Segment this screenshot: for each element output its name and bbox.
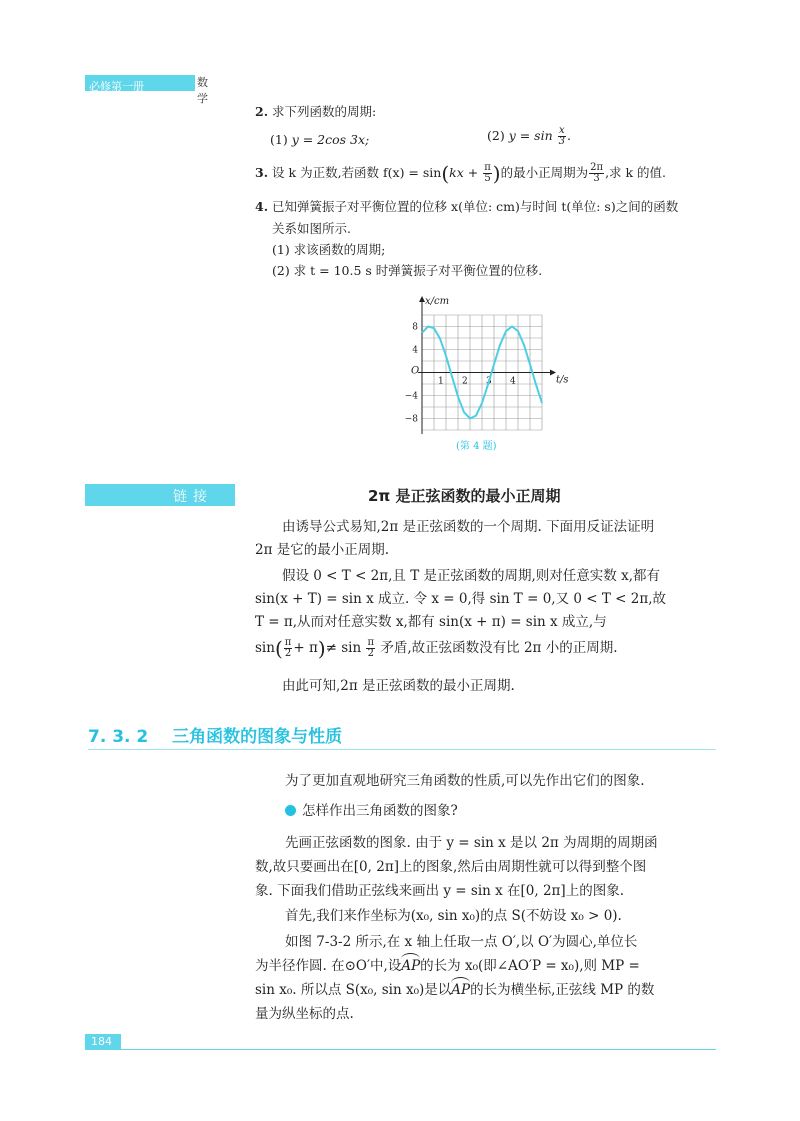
exercise-2-1 [270,131,369,149]
exercise-text: 关系如图所示. [272,221,351,236]
bullet-icon [285,805,296,816]
section-paragraph: 先画正弦函数的图象. 由于 y = sin x 是以 2π 为周期的周期函 [285,835,658,851]
exercise-text: 的最小正周期为 [500,165,589,180]
exercise-text: 设 k 为正数,若函数 f(x) = sin [272,165,442,180]
section-paragraph: 为了更加直观地研究三角函数的性质,可以先作出它们的图象. [285,773,645,789]
math-expression: y = 2cos 3x; [291,132,370,147]
denominator: 3 [558,136,566,147]
math-expression: kx + [449,165,479,180]
paragraph-text: sin x₀. 所以点 S(x₀, sin x₀)是以 [255,982,452,998]
section-paragraph: 数,故只要画出在[0, 2π]上的图象,然后由周期性就可以得到整个图 [255,859,647,875]
subject-label: 数学 [197,76,208,105]
exercise-number: 4. [255,199,269,214]
period: . [567,128,571,143]
section-number: 7. 3. 2 [88,727,149,747]
exercise-subitem: (2) 求 t = 10.5 s 时弹簧振子对平衡位置的位移. [272,263,543,278]
link-label: 链接 [173,489,213,505]
section-heading [88,722,342,747]
link-paragraph: 由此可知,2π 是正弦函数的最小正周期. [282,678,515,694]
exercise-number: 3. [255,165,269,180]
numerator: 2π [590,162,604,173]
exercise-text: 求下列函数的周期: [272,104,377,119]
footer-line [121,1049,716,1050]
page-number-box [85,1034,121,1050]
fraction [366,638,375,659]
x-tick-label: 4 [510,376,516,387]
link-paragraph: 由诱导公式易知,2π 是正弦函数的一个周期. 下面用反证法证明 [282,519,655,535]
link-paragraph: 假设 0 < T < 2π,且 T 是正弦函数的周期,则对任意实数 x,都有 [282,568,660,584]
numerator: x [559,125,565,136]
chart-y-axis-label: x/cm [425,296,450,307]
math-text: ≠ sin [325,640,362,656]
item-label: (1) [270,132,288,147]
fraction [284,638,293,659]
math-text: 矛盾,故正弦函数没有比 2π 小的正周期. [380,640,618,656]
denominator: 5 [484,173,491,184]
paragraph-text: 为半径作圆. 在⊙O′中,设 [255,958,402,974]
math-text: + π [293,640,318,656]
arc-ap: AP [401,958,421,974]
y-tick-label: −4 [404,391,418,402]
section-paragraph: 首先,我们来作坐标为(x₀, sin x₀)的点 S(不妨设 x₀ > 0). [285,908,622,924]
book-title: 必修第一册 [89,80,144,93]
paragraph-text: 的长为横坐标,正弦线 MP 的数 [470,982,655,998]
exercise-subitem: (1) 求该函数的周期; [272,242,386,257]
numerator: π [367,637,375,648]
chart-origin-label: O [411,365,420,377]
section-paragraph: 如图 7-3-2 所示,在 x 轴上任取一点 O′,以 O′为圆心,单位长 [285,934,638,950]
link-paragraph: 2π 是它的最小正周期. [255,542,390,558]
question-text: 怎样作出三角函数的图象? [302,803,458,819]
section-paragraph [255,956,640,976]
exercise-2-2 [487,126,571,147]
exercise-3 [255,163,666,184]
y-tick-label: 8 [412,322,418,333]
chart-x-axis-label: t/s [556,374,569,386]
math-text: sin [255,640,275,656]
fraction [589,163,604,184]
paren-right: ) [317,636,326,661]
paren-right: ) [492,161,501,186]
section-paragraph: 量为纵坐标的点. [255,1006,354,1022]
y-tick-label: 4 [412,345,418,356]
paren-left: ( [274,636,283,661]
exercise-2 [255,103,376,121]
chart-caption: (第 4 题) [456,441,497,452]
fraction [483,163,492,184]
section-question [285,801,458,821]
exercise-text: ,求 k 的值. [605,165,667,180]
link-paragraph-formula [255,638,618,659]
section-paragraph [255,980,654,1000]
chart-axes [418,296,556,434]
section-paragraph: 象. 下面我们借助正弦线来画出 y = sin x 在[0, 2π]上的图象. [255,883,624,899]
denominator: 2 [284,648,292,659]
page-number: 184 [91,1035,112,1048]
paragraph-text: 的长为 x₀(即∠AO′P = x₀),则 MP = [420,958,640,974]
link-title: 2π 是正弦函数的最小正周期 [368,487,561,505]
x-tick-label: 1 [438,376,444,387]
link-paragraph: sin(x + T) = sin x 成立. 令 x = 0,得 sin T = 0,又 0 < T < 2π,故 [255,591,667,607]
link-band [85,484,235,506]
x-tick-label: 2 [462,376,468,387]
header-band [85,75,208,105]
item-label: (2) [487,128,505,143]
denominator: 2 [367,648,374,659]
link-paragraph: T = π,从而对任意实数 x,都有 sin(x + π) = sin x 成立,与 [255,614,607,630]
math-expression: y = sin [508,128,553,143]
fraction [558,126,566,147]
numerator: π [484,162,491,173]
y-tick-label: −8 [404,414,418,425]
displacement-chart [400,290,580,460]
x-tick-label: 3 [486,376,492,387]
section-title: 三角函数的图象与性质 [172,727,343,747]
exercise-text: 已知弹簧振子对平衡位置的位移 x(单位: cm)与时间 t(单位: s)之间的函数 [272,199,679,214]
numerator: π [284,637,292,648]
paren-left: ( [441,161,450,186]
section-divider [88,749,716,750]
exercise-4 [255,198,678,216]
denominator: 3 [593,173,600,184]
arc-ap: AP [451,982,471,998]
exercise-number: 2. [255,104,269,119]
